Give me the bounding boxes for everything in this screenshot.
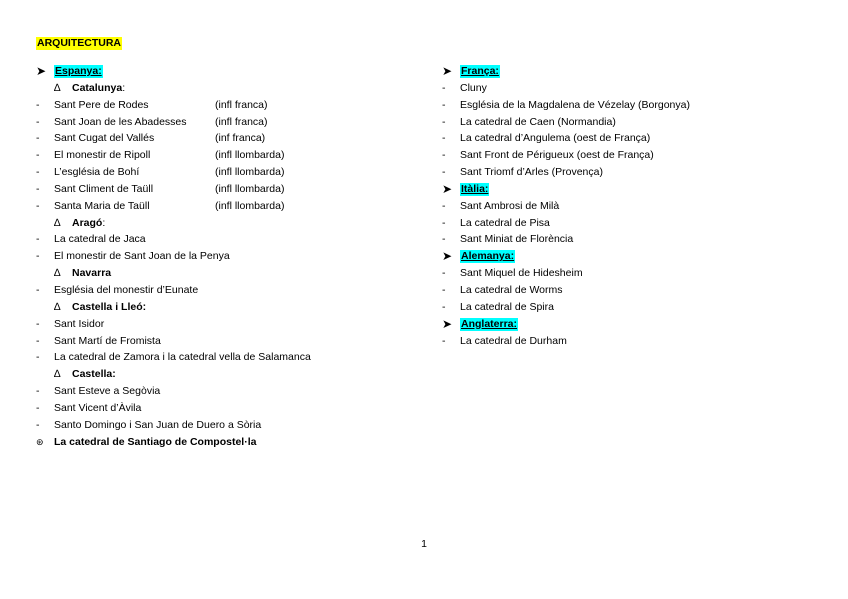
left-column (36, 63, 416, 450)
item-label: Sant Triomf d’Arles (Provença) (460, 166, 603, 179)
item-text (54, 400, 141, 417)
item-text (460, 215, 550, 232)
item-text (460, 299, 554, 316)
item-label: Santo Domingo i San Juan de Duero a Sòria (54, 418, 262, 431)
item-text (460, 114, 616, 131)
list-item (36, 114, 416, 131)
item-text (72, 299, 146, 316)
item-label: Itàlia: (461, 182, 489, 195)
dash-bullet: - (36, 418, 40, 431)
item-text (460, 80, 487, 97)
item-label: El monestir de Sant Joan de la Penya (54, 250, 230, 263)
region-heading (36, 215, 416, 232)
country-heading (442, 248, 822, 265)
influence-note: (infl llombarda) (215, 199, 285, 212)
item-text (54, 417, 261, 434)
dash-bullet: - (36, 351, 40, 364)
region-heading (36, 299, 416, 316)
item-text (460, 333, 567, 350)
dash-bullet: - (36, 283, 40, 296)
item-label: L’església de Bohí (54, 166, 140, 179)
item-label: Navarra (72, 267, 112, 280)
region-heading (36, 366, 416, 383)
item-label: Alemanya: (461, 250, 515, 263)
item-text (460, 318, 518, 331)
dash-bullet: - (442, 199, 446, 212)
item-label: França: (461, 65, 499, 77)
influence-note: (infl llombarda) (215, 182, 285, 195)
item-text (54, 349, 311, 366)
dash-bullet: - (36, 149, 40, 162)
dash-bullet: - (36, 385, 40, 398)
dash-bullet: - (36, 132, 40, 145)
dash-bullet: - (442, 81, 446, 94)
dash-bullet: - (36, 182, 40, 195)
list-item (442, 299, 822, 316)
list-item (442, 215, 822, 232)
dash-bullet: - (442, 132, 446, 145)
item-text (460, 183, 489, 196)
item-label: Catalunya (72, 81, 123, 94)
item-text (460, 147, 654, 164)
item-text (54, 97, 149, 114)
list-item (36, 333, 416, 350)
list-item (442, 97, 822, 114)
item-label: La catedral de Jaca (54, 233, 146, 246)
list-item (442, 114, 822, 131)
item-text (460, 282, 563, 299)
country-heading (442, 316, 822, 333)
item-text (54, 231, 146, 248)
influence-note: (infl llombarda) (215, 149, 285, 162)
item-label: Sant Isidor (54, 317, 105, 330)
dash-bullet: - (36, 233, 40, 246)
item-text (54, 383, 160, 400)
dash-bullet: - (442, 149, 446, 162)
triangle-bullet-icon: ∆ (54, 81, 61, 94)
item-label: La catedral de Pisa (460, 216, 550, 229)
item-text (72, 366, 116, 383)
dash-bullet: - (442, 334, 446, 347)
country-heading (36, 63, 416, 80)
dash-bullet: - (36, 115, 40, 128)
influence-note: (infl franca) (215, 98, 268, 111)
list-item (36, 400, 416, 417)
item-label: Sant Martí de Fromista (54, 334, 161, 347)
item-text (54, 316, 104, 333)
item-text (54, 114, 187, 131)
influence-note: (infl franca) (215, 115, 268, 128)
item-label: La catedral de Santiago de Compostel·la (54, 435, 257, 448)
list-item (36, 97, 416, 114)
item-label: Església del monestir d’Eunate (54, 283, 199, 296)
list-item (36, 316, 416, 333)
region-heading (36, 80, 416, 97)
list-item (442, 231, 822, 248)
list-item (36, 130, 416, 147)
arrow-bullet-icon: ➤ (36, 64, 47, 78)
dash-bullet: - (442, 166, 446, 179)
dash-bullet: - (442, 98, 446, 111)
dash-bullet: - (442, 267, 446, 280)
item-text (460, 130, 650, 147)
item-text (54, 198, 150, 215)
triangle-bullet-icon: ∆ (54, 216, 61, 229)
item-text (460, 198, 559, 215)
dash-bullet: - (442, 115, 446, 128)
country-heading (442, 181, 822, 198)
dash-bullet: - (442, 283, 446, 296)
item-label: Sant Pere de Rodes (54, 98, 149, 111)
item-label: La catedral d’Angulema (oest de França) (460, 132, 651, 145)
item-label: Sant Vicent d’Àvila (54, 401, 142, 414)
item-label: Sant Cugat del Vallés (54, 132, 155, 145)
item-label: Castella i Lleó: (72, 300, 147, 313)
list-item (36, 417, 416, 434)
list-item (36, 198, 416, 215)
influence-note: (infl llombarda) (215, 166, 285, 179)
item-label: Sant Joan de les Abadesses (54, 115, 187, 128)
arrow-bullet-icon: ➤ (442, 316, 453, 331)
item-text (72, 215, 105, 232)
arrow-bullet-icon: ➤ (442, 249, 453, 264)
item-label: Sant Esteve a Segòvia (54, 385, 161, 398)
list-item (442, 130, 822, 147)
list-item (36, 248, 416, 265)
triangle-bullet-icon: ∆ (54, 300, 61, 313)
item-label: Santa Maria de Taüll (54, 199, 150, 212)
dash-bullet: - (442, 216, 446, 229)
triangle-bullet-icon: ∆ (54, 368, 61, 381)
star-bullet-icon: ⊛ (36, 436, 44, 447)
region-heading (36, 265, 416, 282)
item-text (460, 265, 583, 282)
item-text (54, 282, 198, 299)
list-item (36, 164, 416, 181)
item-suffix: : (102, 216, 106, 229)
arrow-bullet-icon: ➤ (442, 64, 453, 78)
dash-bullet: - (36, 166, 40, 179)
list-item (442, 333, 822, 350)
list-item (36, 181, 416, 198)
item-text (72, 80, 125, 97)
dash-bullet: - (36, 250, 40, 263)
item-label: Sant Front de Périgueux (oest de França) (460, 149, 654, 162)
item-text (54, 248, 230, 265)
item-text (460, 65, 500, 78)
item-label: Església de la Magdalena de Vézelay (Borgonya) (460, 98, 690, 111)
dash-bullet: - (36, 317, 40, 330)
item-label: Sant Miquel de Hidesheim (460, 267, 583, 280)
item-label: La catedral de Caen (Normandia) (460, 115, 616, 128)
dash-bullet: - (36, 98, 40, 111)
dash-bullet: - (442, 233, 446, 246)
item-text (54, 333, 161, 350)
item-text (460, 231, 573, 248)
item-suffix: : (122, 81, 126, 94)
item-label: La catedral de Worms (460, 283, 563, 296)
item-label: Sant Miniat de Florència (460, 233, 574, 246)
list-item (442, 265, 822, 282)
item-text (460, 164, 603, 181)
item-text (460, 250, 515, 263)
list-item (36, 383, 416, 400)
list-item (442, 164, 822, 181)
list-item (36, 147, 416, 164)
dash-bullet: - (442, 300, 446, 313)
dash-bullet: - (36, 199, 40, 212)
item-label: Anglaterra: (461, 317, 518, 330)
item-label: Castella: (72, 368, 116, 381)
country-heading (442, 63, 822, 80)
list-item (36, 349, 416, 366)
item-label: Cluny (460, 81, 487, 94)
item-text (54, 65, 103, 78)
page-title: ARQUITECTURA (37, 37, 121, 49)
arrow-bullet-icon: ➤ (442, 181, 453, 196)
item-label: El monestir de Ripoll (54, 149, 151, 162)
influence-note: (inf franca) (215, 132, 266, 145)
list-item (36, 282, 416, 299)
page-number: 1 (421, 538, 427, 550)
list-item (442, 282, 822, 299)
item-text (72, 265, 111, 282)
list-item (442, 147, 822, 164)
highlighted-list-item (36, 434, 416, 451)
item-label: Sant Ambrosi de Milà (460, 199, 560, 212)
list-item (36, 231, 416, 248)
item-text (460, 97, 690, 114)
item-label: La catedral de Spira (460, 300, 554, 313)
item-label: La catedral de Durham (460, 334, 567, 347)
item-text (54, 434, 256, 451)
list-item (442, 80, 822, 97)
item-text (54, 164, 139, 181)
right-column (442, 63, 822, 349)
item-label: La catedral de Zamora i la catedral vella de Salamanca (54, 351, 311, 364)
item-text (54, 130, 154, 147)
list-item (442, 198, 822, 215)
dash-bullet: - (36, 401, 40, 414)
item-label: Aragó (72, 216, 103, 229)
triangle-bullet-icon: ∆ (54, 267, 61, 280)
dash-bullet: - (36, 334, 40, 347)
item-text (54, 147, 150, 164)
item-label: Sant Climent de Taüll (54, 182, 154, 195)
item-label: Espanya: (55, 65, 102, 77)
item-text (54, 181, 153, 198)
